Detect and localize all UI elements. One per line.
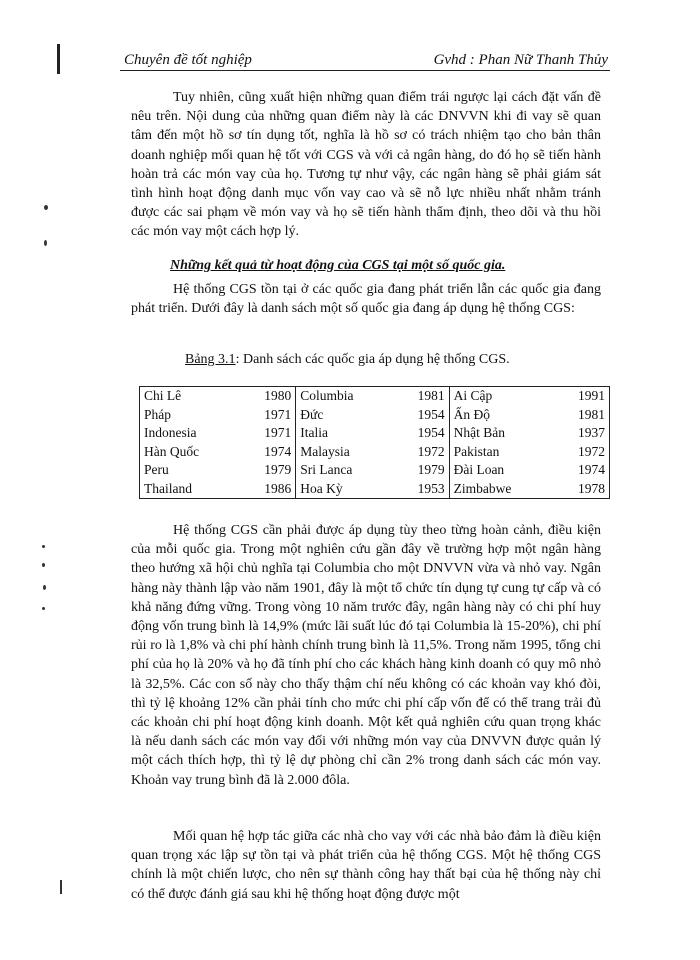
page-header <box>120 48 610 71</box>
year-cell: 1974 <box>578 462 605 478</box>
year-cell: 1937 <box>578 425 605 441</box>
paragraph-columbia-study: Hệ thống CGS cần phải được áp dụng tùy theo từng hoàn cảnh, điều kiện của mỗi quốc gia. Trong một nghiên cứu gần đây về trường hợp một ngân hàng theo hướng xã hội chủ nghĩa tại Columbia cho một DNVVN vừa và nhỏ vay. Ngân hàng này thành lập vào năm 1901, đây là một tổ chức tín dụng tự cung tự cấp và có khả năng đứng vững. Trong vòng 10 năm trước đây, ngân hàng này có chi phí huy động vốn trung bình là 14,9% (mức lãi suất lúc đó tại Columbia là 15-20%), chi phí rủi ro là 1,8% và chi phí hành chính trung bình là 11,5%. Trong năm 1995, tổng chi phí của họ là 20% và họ đã tính phí cho các khách hàng kinh doanh có quy mô nhỏ là 32,5%. Các con số này cho thấy thậm chí nếu không có các khoản vay khó đòi, thì tỷ lệ khoảng 12% cần phải tính cho mức chi phí cấp vốn để có thể trang trải đủ các khoản chi phí hoạt động kinh doanh. Một kết quả nghiên cứu quan trọng khác là nếu danh sách các món vay đối với những món vay của DNVVN được quản lý một cách thích hợp, thì tỷ lệ dự phòng chỉ cần 2% trong danh sách các món vay. Khoản vay trung bình đã là 2.000 đôla. <box>131 523 601 788</box>
year-cell: 1972 <box>417 443 445 459</box>
year-cell: 1978 <box>578 480 605 496</box>
country-cell: Pakistan <box>449 443 553 462</box>
country-cell: Sri Lanca <box>296 461 393 480</box>
table-caption <box>185 352 510 368</box>
countries-table <box>139 386 610 499</box>
year-cell: 1986 <box>264 480 292 496</box>
year-cell: 1954 <box>417 406 445 422</box>
country-cell: Thailand <box>144 480 192 496</box>
paragraph-lender-guarantor: Mối quan hệ hợp tác giữa các nhà cho vay với các nhà bảo đảm là điều kiện quan trọng xác lập sự tồn tại và phát triển của hệ thống CGS. Một hệ thống CGS chính là một chiến lược, cho nên sự thành công hay thất bại của hệ thống này chỉ có thể được đánh giá sau khi hệ thống hoạt động được một <box>131 829 601 902</box>
scan-speck <box>44 240 47 246</box>
header-title: Chuyên đề tốt nghiệp <box>124 52 252 68</box>
year-cell: 1972 <box>578 443 605 459</box>
scan-speck <box>43 585 46 590</box>
country-cell: Hoa Kỳ <box>296 480 393 499</box>
year-cell: 1953 <box>417 480 445 496</box>
scan-speck <box>42 607 45 610</box>
table-row <box>140 387 610 406</box>
scan-speck <box>60 880 62 894</box>
year-cell: 1991 <box>578 388 605 404</box>
country-cell: Pháp <box>144 406 171 422</box>
header-advisor: Gvhd : Phan Nữ Thanh Thủy <box>433 52 608 68</box>
table-row <box>140 443 610 462</box>
table-row <box>140 406 610 425</box>
scan-speck <box>42 545 45 548</box>
year-cell: 1954 <box>417 425 445 441</box>
year-cell: 1974 <box>264 443 292 459</box>
paragraph-cgs-countries-intro: Hệ thống CGS tồn tại ở các quốc gia đang phát triển lẫn các quốc gia đang phát triển. Dưới đây là danh sách một số quốc gia đang áp dụng hệ thống CGS: <box>131 282 601 317</box>
scan-speck <box>42 563 45 567</box>
country-cell: Đài Loan <box>449 461 553 480</box>
table-row <box>140 480 610 499</box>
country-cell: Indonesia <box>144 425 197 441</box>
country-cell: Italia <box>296 424 393 443</box>
country-cell: Columbia <box>296 387 393 406</box>
year-cell: 1981 <box>417 388 445 404</box>
country-cell: Đức <box>296 406 393 425</box>
scan-speck <box>44 205 48 210</box>
year-cell: 1979 <box>264 462 292 478</box>
country-cell: Ai Cập <box>449 387 553 406</box>
paragraph-opposing-views: Tuy nhiên, cũng xuất hiện những quan điểm trái ngược lại cách đặt vấn đề nêu trên. Nội dung của những quan điểm này là các DNVVN khi đi vay sẽ quan tâm đến một hồ sơ tín dụng tốt, nghĩa là hồ sơ có trách nhiệm tạo cho bản thân doanh nghiệp mối quan hệ tốt với CGS và với cả ngân hàng, do đó họ sẽ tiến hành hoàn trả các món vay của họ. Tương tự như vậy, các ngân hàng sẽ phải giám sát tình hình hoạt động danh mục vốn vay cao và sẽ nỗ lực nhiều nhất nhằm tránh được các sai phạm về món vay và họ sẽ tiến hành thẩm định, theo dõi và thu hồi các món vay một cách hợp lý. <box>131 90 601 240</box>
country-cell: Peru <box>144 462 169 478</box>
table-caption-text: : Danh sách các quốc gia áp dụng hệ thống CGS. <box>235 352 510 367</box>
country-cell: Ấn Độ <box>449 406 553 425</box>
table-row <box>140 424 610 443</box>
country-cell: Chi Lê <box>144 388 182 404</box>
country-cell: Zimbabwe <box>449 480 553 499</box>
section-heading: Những kết quả từ hoạt động của CGS tại một số quốc gia. <box>170 258 506 273</box>
table-caption-label: Bảng 3.1 <box>185 352 236 367</box>
year-cell: 1981 <box>578 406 605 422</box>
table-row <box>140 461 610 480</box>
country-cell: Malaysia <box>296 443 393 462</box>
year-cell: 1971 <box>264 406 292 422</box>
year-cell: 1979 <box>417 462 445 478</box>
country-cell: Nhật Bản <box>449 424 553 443</box>
margin-mark <box>57 44 60 74</box>
year-cell: 1971 <box>264 425 292 441</box>
country-cell: Hàn Quốc <box>144 443 200 459</box>
year-cell: 1980 <box>264 388 292 404</box>
